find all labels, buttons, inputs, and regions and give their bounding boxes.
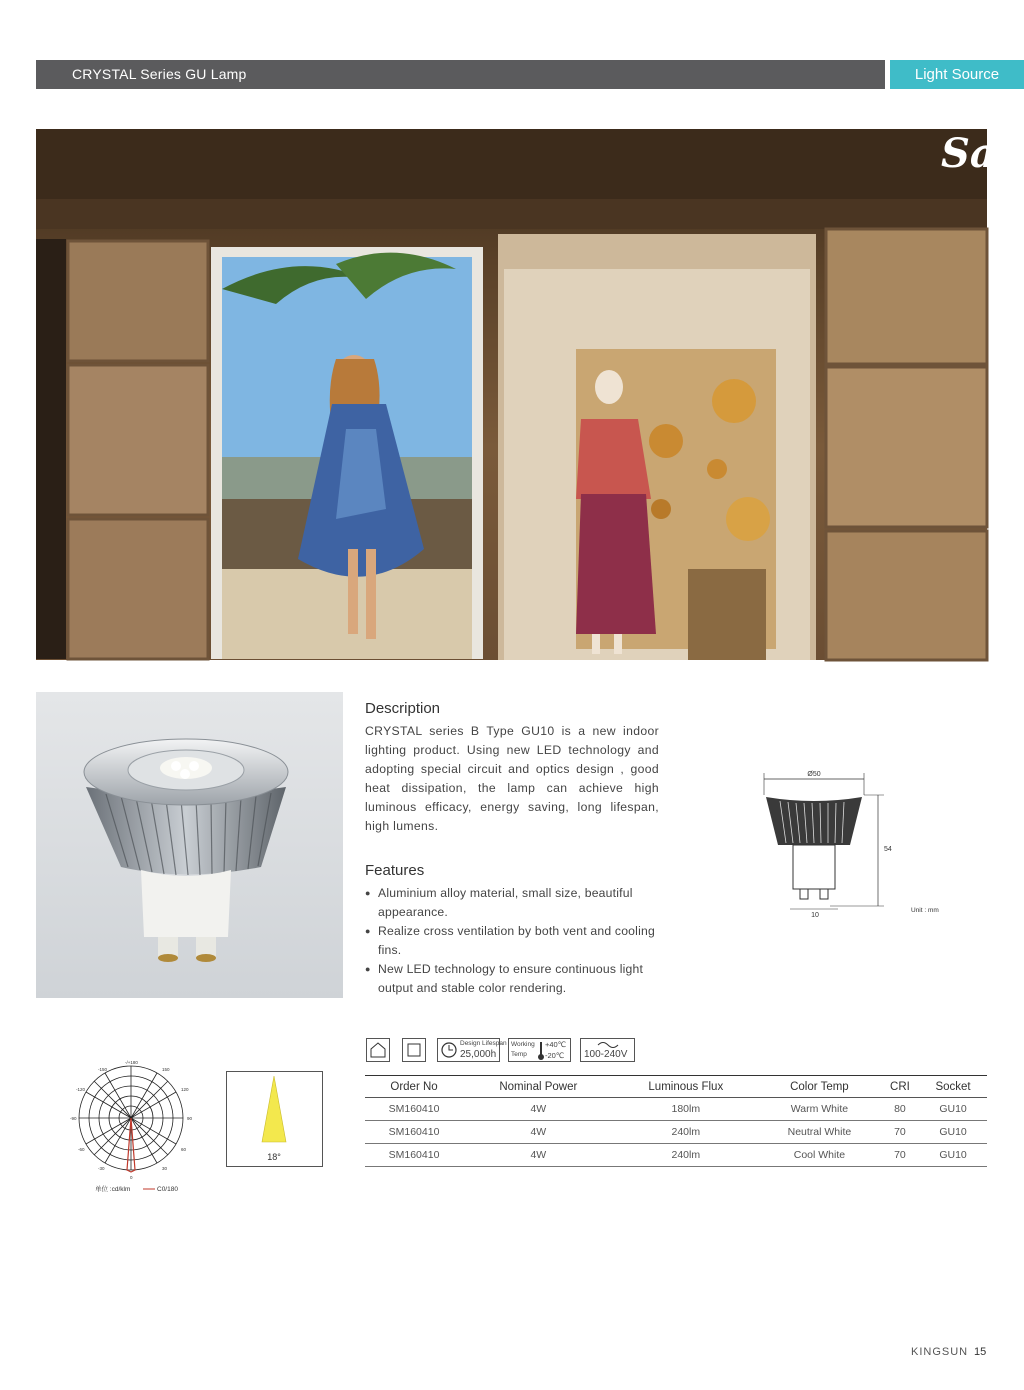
ac-wave-icon: [597, 1040, 619, 1049]
product-photo: [36, 692, 343, 998]
spec-table: [365, 1075, 987, 1167]
temp-label: Temp: [511, 1051, 527, 1058]
polar-label: 90: [187, 1116, 193, 1121]
table-header-row: [365, 1076, 987, 1098]
voltage-value: 100-240V: [584, 1049, 628, 1060]
column-header: Color Temp: [758, 1076, 881, 1098]
description-text: CRYSTAL series B Type GU10 is a new indoor lighting product. Using new LED technology and adopting special circuit and optics design , good heat dissipation, the lamp can achieve high luminous efficacy, energy saving, long lifespan, high lumens.: [365, 724, 659, 833]
dimension-drawing: [760, 765, 960, 925]
description-heading: Description: [365, 700, 441, 717]
column-header: Nominal Power: [463, 1076, 614, 1098]
table-row: [365, 1098, 987, 1121]
clock-icon: [440, 1041, 458, 1059]
table-cell: 180lm: [614, 1098, 758, 1121]
page-number: 15: [974, 1346, 987, 1358]
table-cell: SM160410: [365, 1144, 463, 1167]
thermometer-icon: [537, 1041, 545, 1061]
polar-label: -90: [70, 1116, 77, 1121]
list-item: ● Aluminium alloy material, small size, beautiful appearance.: [365, 884, 665, 922]
table-cell: SM160410: [365, 1121, 463, 1144]
height-label: 54: [884, 846, 892, 853]
table-cell: 70: [881, 1121, 919, 1144]
features-heading: Features: [365, 862, 425, 879]
beam-angle-label: 18°: [267, 1152, 281, 1162]
polar-label: 0: [130, 1175, 133, 1180]
beam-angle-diagram: [226, 1071, 323, 1167]
table-cell: Cool White: [758, 1144, 881, 1167]
polar-label: -30: [98, 1166, 105, 1171]
table-cell: GU10: [919, 1121, 987, 1144]
table-cell: 240lm: [614, 1121, 758, 1144]
polar-label: -60: [78, 1147, 85, 1152]
polar-label: -/+180: [125, 1060, 138, 1065]
polar-unit-label: 单位 :cd/klm: [95, 1186, 131, 1193]
table-cell: GU10: [919, 1098, 987, 1121]
section-tag: Light Source: [890, 60, 1024, 89]
column-header: CRI: [881, 1076, 919, 1098]
table-cell: Warm White: [758, 1098, 881, 1121]
list-item: ● New LED technology to ensure continuous light output and stable color rendering.: [365, 960, 665, 998]
table-cell: Neutral White: [758, 1121, 881, 1144]
table-cell: 70: [881, 1144, 919, 1167]
table-cell: 4W: [463, 1121, 614, 1144]
temp-low: -20℃: [545, 1051, 565, 1060]
polar-label: -150: [98, 1067, 108, 1072]
column-header: Socket: [919, 1076, 987, 1098]
table-cell: 240lm: [614, 1144, 758, 1167]
table-cell: 4W: [463, 1144, 614, 1167]
polar-label: 60: [181, 1147, 187, 1152]
storefront-illustration: [36, 129, 996, 660]
lifespan-label: Design Lifespan: [460, 1040, 507, 1047]
column-header: Luminous Flux: [614, 1076, 758, 1098]
features-list: [365, 884, 665, 998]
polar-label: 120: [181, 1087, 189, 1092]
table-cell: GU10: [919, 1144, 987, 1167]
unit-label: Unit : mm: [911, 907, 939, 914]
polar-label: 150: [162, 1067, 170, 1072]
table-cell: SM160410: [365, 1098, 463, 1121]
polar-distribution-chart: [70, 1058, 200, 1198]
page-title: CRYSTAL Series GU Lamp: [72, 66, 247, 82]
polar-legend: C0/180: [157, 1186, 178, 1193]
temp-high: +40℃: [545, 1040, 567, 1049]
square-icon: [402, 1038, 426, 1062]
voltage-icon: [580, 1038, 635, 1062]
indoor-icon: [366, 1038, 390, 1062]
table-cell: 80: [881, 1098, 919, 1121]
store-sign: Sa: [941, 130, 996, 177]
working-label: Working: [511, 1041, 535, 1048]
polar-label: 30: [162, 1166, 168, 1171]
pin-label: 10: [811, 912, 819, 919]
hero-photo: [36, 129, 996, 660]
diameter-label: Ø50: [807, 771, 821, 778]
gu10-lamp-image: [36, 692, 343, 998]
lifespan-value: 25,000h: [460, 1049, 497, 1060]
working-temp-icon: [508, 1038, 571, 1062]
polar-label: -120: [76, 1087, 86, 1092]
table-row: [365, 1144, 987, 1167]
brand-logo: KINGSUN: [911, 1346, 969, 1358]
table-cell: 4W: [463, 1098, 614, 1121]
lifespan-icon: [437, 1038, 507, 1062]
list-item: ● Realize cross ventilation by both vent and cooling fins.: [365, 922, 665, 960]
column-header: Order No: [365, 1076, 463, 1098]
table-row: [365, 1121, 987, 1144]
